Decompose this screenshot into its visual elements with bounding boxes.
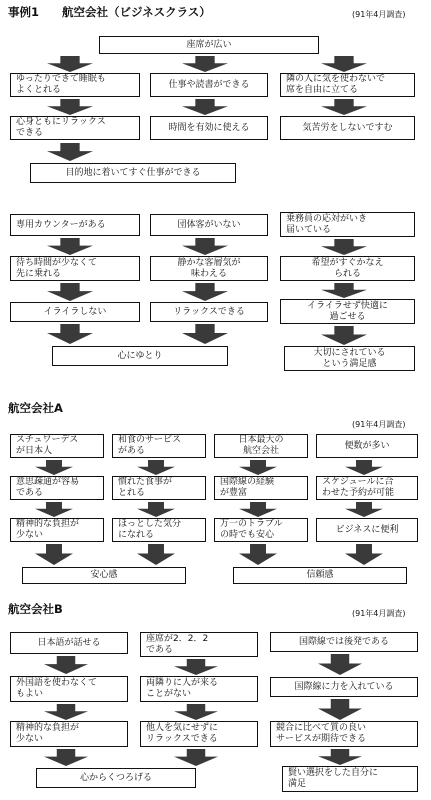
b-r2-box-2 <box>140 676 258 702</box>
case1-r5-box-3 <box>280 256 415 281</box>
case1-r6-label-3: イライラせず快適に 過ごせる <box>307 300 388 322</box>
down-arrow-icon <box>137 544 175 565</box>
down-arrow-icon <box>182 99 228 115</box>
a-r2-box-3 <box>214 476 308 500</box>
case1-r6-box-3 <box>280 299 415 324</box>
down-arrow-icon <box>35 502 73 517</box>
case1-r4-label-2: 団体客がいない <box>177 219 241 230</box>
a-r2-label-3: 国際線の経験 が豊富 <box>220 477 275 498</box>
case1-top-label: 座席が広い <box>186 39 232 50</box>
b-r1-label-1: 日本語が話せる <box>37 637 101 648</box>
case1-r2-label-1: 心身ともにリラックス できる <box>16 117 106 138</box>
case1-r5-label-1: 待ち時間が少なくて 先に乗れる <box>16 257 98 279</box>
case1-r7-label-2: 大切にされている という満足感 <box>313 347 386 369</box>
down-arrow-icon <box>321 239 367 255</box>
a-r3-label-1: 精神的な負担が 少ない <box>16 519 80 540</box>
b-r3-box-2 <box>140 721 258 747</box>
down-arrow-icon <box>182 283 228 301</box>
case1-top-box <box>99 36 319 54</box>
a-r1-label-2: 和食のサービス がある <box>118 435 182 456</box>
case1-r7-box-1 <box>52 346 228 366</box>
case1-title: 航空会社（ビジネスクラス） <box>62 5 211 19</box>
down-arrow-icon <box>321 326 367 345</box>
down-arrow-icon <box>239 502 277 517</box>
down-arrow-icon <box>318 749 362 765</box>
b-r1-box-1 <box>10 632 128 654</box>
case1-r1-label-1: ゆったりできて睡眠も よくとれる <box>16 74 106 95</box>
a-r3-label-2: ほっとした気分 になれる <box>118 519 182 540</box>
down-arrow-icon <box>321 56 367 72</box>
case1-r6-label-2: リラックスできる <box>173 306 245 317</box>
down-arrow-icon <box>321 99 367 115</box>
down-arrow-icon <box>137 460 175 475</box>
down-arrow-icon <box>44 656 88 674</box>
down-arrow-icon <box>182 56 228 72</box>
case1-r7-box-2 <box>284 346 415 371</box>
down-arrow-icon <box>318 699 362 720</box>
down-arrow-icon <box>47 283 93 301</box>
case1-r5-label-3: 希望がすぐかなえ られる <box>311 257 384 279</box>
b-r4-box-2 <box>282 766 418 792</box>
a-r4-label-1: 安心感 <box>90 570 118 580</box>
a-r1-box-2 <box>112 434 206 458</box>
down-arrow-icon <box>44 749 88 766</box>
b-r3-box-1 <box>10 721 128 747</box>
a-r2-box-1 <box>10 476 104 500</box>
case1-r4-box-3 <box>280 212 415 237</box>
down-arrow-icon <box>182 238 228 255</box>
b-r3-label-1: 精神的な負担が 少ない <box>16 723 80 744</box>
case1-r2-box-2 <box>150 116 268 140</box>
airline-a-title: 航空会社A <box>8 401 63 415</box>
a-r2-box-2 <box>112 476 206 500</box>
case1-r4-label-3: 乗務員の応対がいき 届いている <box>286 213 368 235</box>
a-r2-label-1: 意思疎通が容易 である <box>16 477 80 498</box>
a-r3-box-4 <box>316 518 418 542</box>
down-arrow-icon <box>47 143 93 161</box>
case1-r4-label-1: 専用カウンターがある <box>16 219 106 230</box>
down-arrow-icon <box>345 460 383 475</box>
case1-r1-label-2: 仕事や読書ができる <box>168 79 250 90</box>
case1-r3-box <box>30 163 236 183</box>
case1-note: (91年4月調査) <box>352 10 406 19</box>
a-r1-label-4: 便数が多い <box>344 440 390 451</box>
a-r1-label-1: スチュワーデス が日本人 <box>16 435 79 456</box>
case1-r1-box-3 <box>280 73 415 97</box>
down-arrow-icon <box>47 99 93 115</box>
case1-r2-label-3: 気苦労をしないですむ <box>302 122 393 133</box>
case1-r6-box-1 <box>10 302 140 322</box>
down-arrow-icon <box>239 460 277 475</box>
down-arrow-icon <box>174 749 218 766</box>
airline-b-title: 航空会社B <box>8 602 63 616</box>
a-r4-label-2: 信頼感 <box>306 570 334 580</box>
down-arrow-icon <box>345 544 383 565</box>
case1-r5-box-2 <box>150 256 268 281</box>
down-arrow-icon <box>47 324 93 344</box>
b-r1-label-2: 座席が2．2．2 である <box>146 633 209 655</box>
b-r1-box-3 <box>270 632 418 652</box>
case1-r6-label-1: イライラしない <box>43 306 107 317</box>
case1-r5-label-2: 静かな客層気が 味わえる <box>177 257 241 279</box>
case1-r4-box-2 <box>150 214 268 236</box>
case1-r1-label-3: 隣の人に気を使わないで 席を自由に立てる <box>286 74 386 95</box>
a-r2-label-4: スケジュールに合 わせた予約が可能 <box>322 477 395 498</box>
down-arrow-icon <box>345 502 383 517</box>
down-arrow-icon <box>174 704 218 720</box>
case1-heading: 事例1 <box>8 5 40 19</box>
down-arrow-icon <box>47 238 93 255</box>
airline-a-note: (91年4月調査) <box>352 420 406 429</box>
down-arrow-icon <box>137 502 175 517</box>
case1-r1-box-2 <box>150 73 268 97</box>
a-r1-box-3 <box>214 434 308 458</box>
b-r1-label-3: 国際線では後発である <box>298 636 389 647</box>
a-r3-label-3: 万一のトラブル の時でも安心 <box>220 519 283 540</box>
case1-r1-box-1 <box>10 73 140 97</box>
a-r1-box-4 <box>316 434 418 458</box>
b-r2-box-1 <box>10 676 128 702</box>
down-arrow-icon <box>182 324 228 344</box>
b-r2-label-3: 国際線に力を入れている <box>294 681 394 692</box>
down-arrow-icon <box>35 460 73 475</box>
b-r4-box-1 <box>36 768 196 788</box>
a-r2-label-2: 慣れた食事が とれる <box>118 477 173 498</box>
down-arrow-icon <box>44 704 88 720</box>
down-arrow-icon <box>35 544 73 565</box>
b-r1-box-2 <box>140 632 258 657</box>
a-r2-box-4 <box>316 476 418 500</box>
a-r1-label-3: 日本最大の 航空会社 <box>238 435 284 456</box>
down-arrow-icon <box>239 544 277 565</box>
case1-r6-box-2 <box>150 302 268 322</box>
case1-r2-box-1 <box>10 116 140 140</box>
case1-r3-label: 目的地に着いてすぐ仕事ができる <box>65 167 201 178</box>
case1-r4-box-1 <box>10 214 140 236</box>
down-arrow-icon <box>318 654 362 675</box>
a-r3-box-3 <box>214 518 308 542</box>
case1-r2-box-3 <box>280 116 415 140</box>
b-r3-label-2: 他人を気にせずに リラックスできる <box>146 723 219 744</box>
b-r2-box-3 <box>270 677 418 697</box>
b-r3-box-3 <box>270 721 418 747</box>
down-arrow-icon <box>174 659 218 675</box>
airline-b-note: (91年4月調査) <box>352 609 406 618</box>
b-r3-label-3: 競合に比べて質の良い サービスが期待できる <box>276 723 367 744</box>
b-r2-label-1: 外国語を使わなくて もよい <box>16 678 98 699</box>
down-arrow-icon <box>47 56 93 72</box>
a-r3-box-2 <box>112 518 206 542</box>
down-arrow-icon <box>321 283 367 298</box>
a-r3-label-4: ビジネスに便利 <box>335 524 399 535</box>
a-r4-box-1 <box>22 567 186 584</box>
b-r4-label-2: 賢い選択をした自分に 満足 <box>288 768 379 789</box>
case1-r7-label-1: 心にゆとり <box>117 350 163 361</box>
a-r3-box-1 <box>10 518 104 542</box>
b-r4-label-1: 心からくつろげる <box>79 772 152 783</box>
case1-r2-label-2: 時間を有効に使える <box>168 122 250 133</box>
a-r4-box-2 <box>233 567 407 584</box>
b-r2-label-2: 両隣りに人が来る ことがない <box>146 678 219 699</box>
a-r1-box-1 <box>10 434 104 458</box>
case1-r5-box-1 <box>10 256 140 281</box>
